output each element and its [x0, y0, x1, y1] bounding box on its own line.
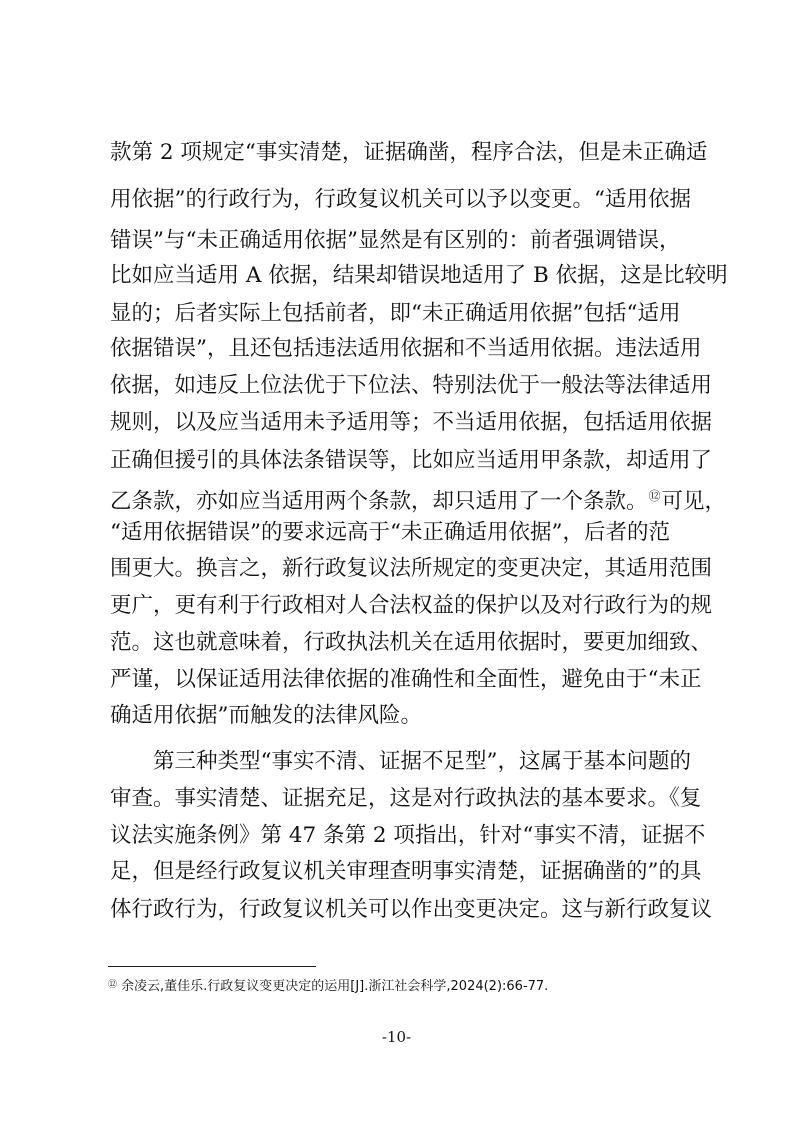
body-line: 体行政行为，行政复议机关可以作出变更决定。这与新行政复议: [110, 897, 713, 922]
footnote-mark: ⑫: [108, 980, 118, 990]
body-line-text: 乙条款，亦如应当适用两个条款，却只适用了一个条款。: [110, 489, 648, 514]
body-line: 审查。事实清楚、证据充足，这是对行政执法的基本要求。《复: [110, 786, 702, 811]
body-line: 款第 2 项规定“事实清楚，证据确凿，程序合法，但是未正确适: [110, 140, 708, 165]
body-line: 用依据”的行政行为，行政复议机关可以予以变更。“适用依据: [110, 187, 691, 212]
body-line: 规则，以及应当适用未予适用等；不当适用依据，包括适用依据: [110, 410, 713, 435]
footnote-divider: [108, 966, 316, 967]
body-line: 足，但是经行政复议机关审理查明事实清楚，证据确凿的”的具: [110, 859, 702, 884]
body-line: 依据错误”，且还包括违法适用依据和不当适用依据。违法适用: [110, 336, 702, 361]
body-line: 依据，如违反上位法优于下位法、特别法优于一般法等法律适用: [110, 373, 713, 398]
body-line: 议法实施条例》第 47 条第 2 项指出，针对“事实不清，证据不: [110, 823, 706, 848]
body-line-tail: 可见，: [661, 489, 727, 514]
footnote-text: 余凌云,董佳乐.行政复议变更决定的运用[J].浙江社会科学,2024(2):66-77.: [121, 979, 549, 994]
body-line: 范。这也就意味着，行政执法机关在适用依据时，要更加细致、: [110, 630, 713, 655]
footnote: [108, 975, 548, 994]
footnote-ref-mark[interactable]: ⑫: [648, 489, 661, 503]
body-line: “适用依据错误”的要求远高于“未正确适用依据”，后者的范: [110, 520, 670, 545]
body-line: 确适用依据”而触发的法律风险。: [110, 703, 422, 728]
body-line: 第三种类型“事实不清、证据不足型”，这属于基本问题的: [110, 749, 691, 774]
body-line: 严谨，以保证适用法律依据的准确性和全面性，避免由于“未正: [110, 667, 702, 692]
body-line: 显的；后者实际上包括前者，即“未正确适用依据”包括“适用: [110, 301, 681, 326]
body-line: 更广，更有利于行政相对人合法权益的保护以及对行政行为的规: [110, 593, 713, 618]
body-line: 围更大。换言之，新行政复议法所规定的变更决定，其适用范围: [110, 556, 713, 581]
body-line: 比如应当适用 A 依据，结果却错误地适用了 B 依据，这是比较明: [110, 263, 728, 288]
page-number: -10-: [381, 1028, 412, 1046]
body-line-with-footnote-ref: [110, 478, 726, 515]
body-line: 正确但援引的具体法条错误等，比如应当适用甲条款，却适用了: [110, 448, 713, 473]
body-line: 错误”与“未正确适用依据”显然是有区别的：前者强调错误，: [110, 228, 681, 253]
